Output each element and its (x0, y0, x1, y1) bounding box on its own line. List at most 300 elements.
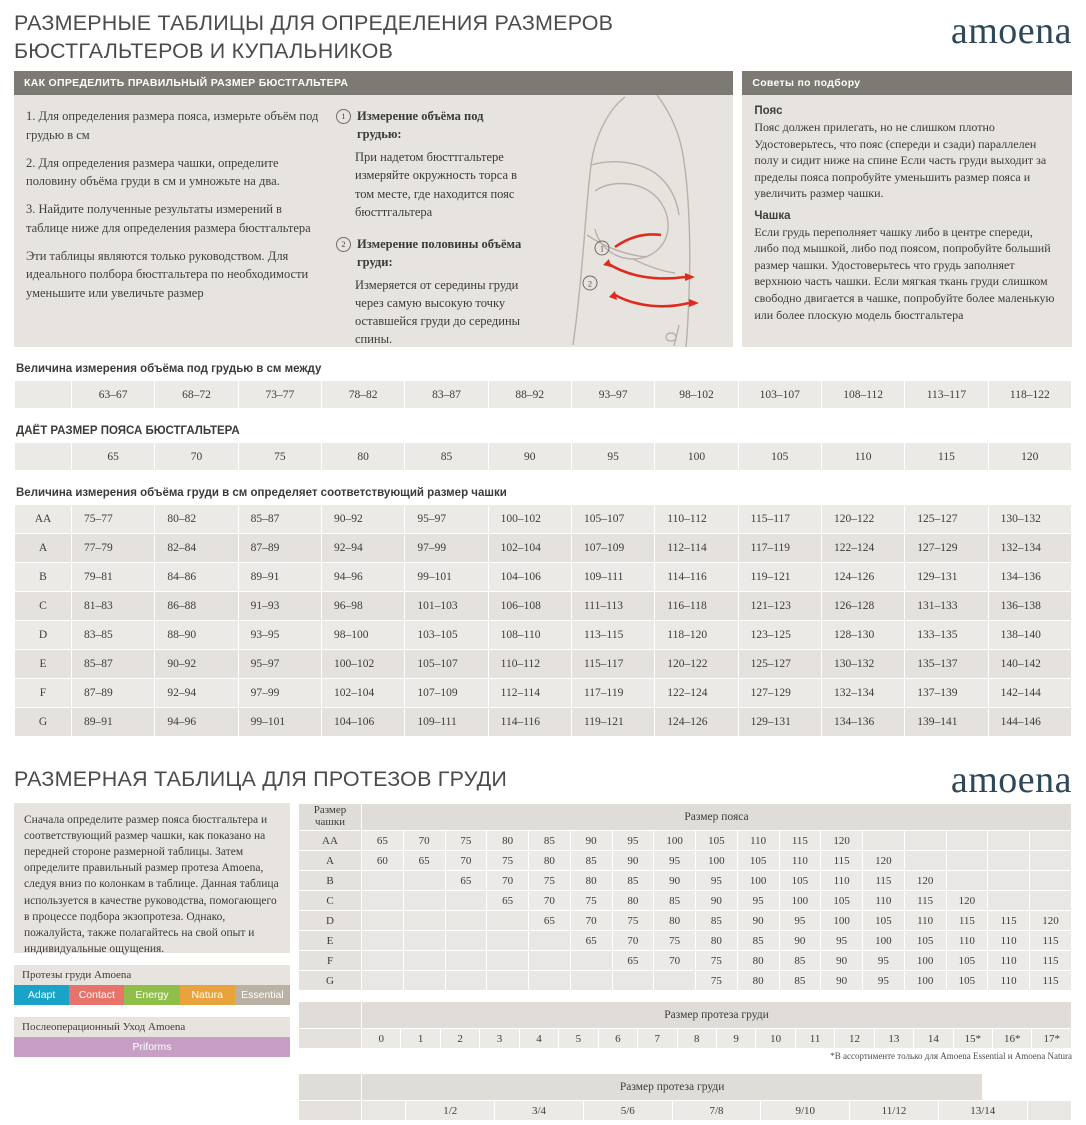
table-cell (946, 831, 988, 851)
table-cell: 85 (654, 891, 696, 911)
table-cell: 17* (1032, 1029, 1072, 1049)
table-cell: 110 (988, 971, 1030, 991)
cup-caption: Величина измерения объёма груди в см определяет соответствующий размер чашки (16, 487, 507, 500)
row-spacer (15, 443, 72, 471)
table-cell: 7 (638, 1029, 677, 1049)
table-cell: 131–133 (905, 592, 988, 621)
table-cell: 90 (821, 951, 863, 971)
table-cell: 95 (821, 931, 863, 951)
table-row (15, 534, 1072, 563)
table-cell: 118–122 (988, 381, 1071, 409)
table-cell: 97–99 (238, 679, 321, 708)
table-cell: 110 (737, 831, 779, 851)
step-3: 3. Найдите полученные результаты измерений в таблице ниже для определения размера бюстгальтера (26, 202, 311, 235)
legend-swatch: Adapt (14, 985, 69, 1005)
table-cell: 90 (779, 931, 821, 951)
table-cell: 70 (445, 851, 487, 871)
table-row (15, 563, 1072, 592)
table-row (299, 1002, 1072, 1029)
table-cell: 85 (529, 831, 571, 851)
table-cell: 96–98 (321, 592, 404, 621)
table-cell: 120 (988, 443, 1071, 471)
table-cell: 13 (874, 1029, 913, 1049)
cup-label: B (299, 871, 362, 891)
table-cell (403, 911, 445, 931)
table-cell: 132–134 (821, 679, 904, 708)
table-cell: 105–107 (571, 505, 654, 534)
table-cell: 117–119 (738, 534, 821, 563)
table-cell: 94–96 (321, 563, 404, 592)
table-cell: 116–118 (655, 592, 738, 621)
prosthesis-size-header: Размер протеза груди (362, 1002, 1072, 1029)
table-cell: 75 (445, 831, 487, 851)
legend-postop-title: Послеоперационный Уход Amoena (14, 1017, 290, 1037)
table-cell: 104–106 (488, 563, 571, 592)
table-cell: 138–140 (988, 621, 1071, 650)
table-cell: 91–93 (238, 592, 321, 621)
table-cell (362, 911, 404, 931)
table-row (299, 1074, 1072, 1101)
cup-size-table (14, 504, 1072, 737)
tip-2-title: Измерение половины объёма груди: (357, 236, 522, 269)
table-cell: 88–92 (488, 381, 571, 409)
table-cell: 120–122 (821, 505, 904, 534)
measure-tips (336, 107, 526, 363)
table-cell: 92–94 (321, 534, 404, 563)
table-row (299, 1101, 1072, 1121)
table-cell: 95 (863, 951, 905, 971)
table-cell: 85 (696, 911, 738, 931)
table-cell: 133–135 (905, 621, 988, 650)
legend-breastforms-swatches (14, 985, 290, 1005)
table-cell: 14 (914, 1029, 953, 1049)
table-cell: 2 (440, 1029, 479, 1049)
table-cell: 127–129 (905, 534, 988, 563)
step-2: 2. Для определения размера чашки, определите половину объёма груди в см и умножьте на два. (26, 155, 280, 189)
table-cell: 122–124 (821, 534, 904, 563)
cup-label: C (15, 592, 72, 621)
table-cell: 126–128 (821, 592, 904, 621)
table-cell: 104–106 (321, 708, 404, 737)
tip-1-title: Измерение объёма под грудью: (357, 109, 484, 142)
table-cell (988, 891, 1030, 911)
table-cell: 90 (570, 831, 612, 851)
table-cell: 11 (795, 1029, 834, 1049)
table-cell (1030, 831, 1072, 851)
table-cell: 95 (863, 971, 905, 991)
fitting-tips-panel (742, 71, 1072, 347)
table-cell: 77–79 (72, 534, 155, 563)
table-cell: 90 (696, 891, 738, 911)
table-cell: 107–109 (571, 534, 654, 563)
table-cell: 122–124 (655, 679, 738, 708)
table-cell: 100 (655, 443, 738, 471)
table-cell: 65 (445, 871, 487, 891)
table-cell: 110 (779, 851, 821, 871)
table-cell: 85 (737, 931, 779, 951)
legend-postop-swatches (14, 1037, 290, 1057)
table-cell (403, 891, 445, 911)
table-row (299, 911, 1072, 931)
tip-band-text: Пояс должен прилегать, но не слишком плотно Удостоверьтесь, что пояс (спереди и сзади) параллелен полу и сидит ниже на спине Если часть груди выходит за пределы пояса попробуйте уменьшить размер пояса и увеличить размер чашки. (754, 120, 1047, 201)
table-cell: 86–88 (155, 592, 238, 621)
table-cell: 85 (779, 951, 821, 971)
table-cell: 12 (835, 1029, 874, 1049)
brand-logo: amoena (950, 10, 1072, 52)
table-cell: 110 (988, 931, 1030, 951)
table-cell: 80 (529, 851, 571, 871)
table-cell: 65 (612, 951, 654, 971)
table-cell: 115–117 (571, 650, 654, 679)
table-cell: 105 (696, 831, 738, 851)
table-cell: 124–126 (655, 708, 738, 737)
table-cell: 95 (571, 443, 654, 471)
cup-label: D (15, 621, 72, 650)
how-to-measure-title: КАК ОПРЕДЕЛИТЬ ПРАВИЛЬНЫЙ РАЗМЕР БЮСТГАЛЬТЕРА (14, 71, 733, 95)
page-title: РАЗМЕРНЫЕ ТАБЛИЦЫ ДЛЯ ОПРЕДЕЛЕНИЯ РАЗМЕРОВ БЮСТГАЛЬТЕРОВ И КУПАЛЬНИКОВ (14, 11, 614, 63)
table-cell: 70 (529, 891, 571, 911)
table-cell: 128–130 (821, 621, 904, 650)
table-row (299, 931, 1072, 951)
table-cell (529, 971, 571, 991)
table-cell: 102–104 (488, 534, 571, 563)
table-cell: 80–82 (155, 505, 238, 534)
table-cell (487, 971, 529, 991)
prosthesis-size-table-2 (298, 1073, 1072, 1121)
cup-label: C (299, 891, 362, 911)
table-cell: 114–116 (655, 563, 738, 592)
table-cell: 112–114 (488, 679, 571, 708)
table-cell: 103–105 (405, 621, 488, 650)
table-cell: 88–90 (155, 621, 238, 650)
table-cell (445, 911, 487, 931)
table-cell: 84–86 (155, 563, 238, 592)
prosthesis-intro-col (14, 803, 290, 1057)
tip-2-title-row (336, 235, 526, 271)
table-cell: 65 (529, 911, 571, 931)
table-cell: 85–87 (238, 505, 321, 534)
table-cell: 98–100 (321, 621, 404, 650)
table-cell: 135–137 (905, 650, 988, 679)
table-cell (570, 971, 612, 991)
table-cell: 80 (696, 931, 738, 951)
cup-label: B (15, 563, 72, 592)
table-cell (904, 831, 946, 851)
tip-1-text: При надетом бюсттгальтере измеряйте окружность торса в том месте, где находится пояс бюсттгальтера (355, 150, 518, 219)
cup-size-header: Размер чашки (299, 804, 362, 831)
table-cell: 105 (737, 851, 779, 871)
table-cell: 113–117 (905, 381, 988, 409)
table-cell: 112–114 (655, 534, 738, 563)
table-row (299, 851, 1072, 871)
cup-label: G (15, 708, 72, 737)
table-cell (403, 871, 445, 891)
table-cell: 119–121 (738, 563, 821, 592)
table-row (299, 871, 1072, 891)
band-size-header: Размер пояса (362, 804, 1072, 831)
table-cell: 75 (696, 971, 738, 991)
table-cell: 70 (155, 443, 238, 471)
table-cell: 90 (821, 971, 863, 991)
table-row (299, 951, 1072, 971)
table-cell (403, 931, 445, 951)
table-cell: 79–81 (72, 563, 155, 592)
table-cell: 105 (738, 443, 821, 471)
table-cell: 125–127 (905, 505, 988, 534)
table-cell: 118–120 (655, 621, 738, 650)
prosthesis-body (0, 803, 1086, 1121)
tip-1-title-row (336, 107, 526, 143)
table-cell: 70 (403, 831, 445, 851)
table-cell: 75 (238, 443, 321, 471)
table-cell: 6 (598, 1029, 637, 1049)
table-cell: 113–115 (571, 621, 654, 650)
table-cell: 108–112 (821, 381, 904, 409)
table-cell: 124–126 (821, 563, 904, 592)
prosthesis-intro: Сначала определите размер пояса бюстгальтера и соответствующий размер чашки, как показано на передней стороне размерной таблицы. Затем определите правильный размер протеза Amoena, следуя вниз по колонкам в таблице. Данная таблица используется в качестве руководства, помогающего в процессе подбора экзопротеза. Однако, пожалуйста, также полагайтесь на свой опыт и индивидуальные ощущения. (14, 803, 290, 953)
table-cell: 4 (519, 1029, 558, 1049)
table-cell (946, 871, 988, 891)
table-cell: 70 (570, 911, 612, 931)
table-cell: 109–111 (405, 708, 488, 737)
table-cell (529, 951, 571, 971)
table-cell (904, 851, 946, 871)
table-cell: 134–136 (988, 563, 1071, 592)
table-cell: 115 (779, 831, 821, 851)
table-cell: 105 (779, 871, 821, 891)
table-cell: 105 (863, 911, 905, 931)
table-cell: 85 (612, 871, 654, 891)
table-cell: 100 (863, 931, 905, 951)
table-cell: 115–117 (738, 505, 821, 534)
table-cell: 95–97 (405, 505, 488, 534)
table-cell: 120 (821, 831, 863, 851)
info-band (0, 71, 1086, 347)
table-cell (445, 971, 487, 991)
table-cell: 75 (529, 871, 571, 891)
band-caption: ДАЁТ РАЗМЕР ПОЯСА БЮСТГАЛЬТЕРА (16, 425, 240, 438)
table-row (15, 708, 1072, 737)
table-cell (403, 971, 445, 991)
table-cell: 105 (946, 951, 988, 971)
table-cell: 83–85 (72, 621, 155, 650)
svg-text:1: 1 (600, 244, 605, 254)
table-cell (1030, 851, 1072, 871)
table-cell: 100 (654, 831, 696, 851)
how-to-measure-panel (14, 71, 733, 347)
table-cell: 83–87 (405, 381, 488, 409)
table-cell: 115 (988, 911, 1030, 931)
table-cell: 115 (1030, 951, 1072, 971)
table-cell: 95 (779, 911, 821, 931)
table-row (15, 505, 1072, 534)
table-cell: 97–99 (405, 534, 488, 563)
table-cell: 1 (401, 1029, 440, 1049)
table-cell: 139–141 (905, 708, 988, 737)
table-cell: 75 (654, 931, 696, 951)
table-cell: 100–102 (488, 505, 571, 534)
spacer-header (299, 1002, 362, 1029)
table-row (15, 443, 1072, 471)
legend-postop (14, 1017, 290, 1057)
table-cell: 95 (696, 871, 738, 891)
prosthesis-header (0, 737, 1086, 803)
spacer-header (299, 1074, 362, 1101)
table-cell: 78–82 (321, 381, 404, 409)
tip-2-text: Измеряется от середины груди через самую высокую точку оставшейся груди до середины спины. (355, 278, 521, 347)
tip-band-title: Пояс (754, 105, 783, 118)
legend-swatch: Priforms (14, 1037, 290, 1057)
table-cell (612, 971, 654, 991)
table-row (299, 1029, 1072, 1049)
table-row (15, 679, 1072, 708)
table-cell (1030, 871, 1072, 891)
table-cell: 65 (72, 443, 155, 471)
table-cell: 130–132 (988, 505, 1071, 534)
legend-swatch: Energy (124, 985, 179, 1005)
step-note: Эти таблицы являются только руководством. Для идеального полбора бюстгальтера по необходимости уменьшите или увеличьте размер (26, 248, 309, 301)
table-cell: 110 (988, 951, 1030, 971)
table-cell: 70 (487, 871, 529, 891)
table-cell: 99–101 (405, 563, 488, 592)
table-row (15, 592, 1072, 621)
table-cell: 129–131 (905, 563, 988, 592)
table-cell: 110 (946, 931, 988, 951)
table-cell: 85 (779, 971, 821, 991)
table-cell (1027, 1101, 1071, 1121)
table-row (299, 831, 1072, 851)
table-cell: 80 (570, 871, 612, 891)
table-cell: 134–136 (821, 708, 904, 737)
tip-cup-title: Чашка (754, 209, 791, 222)
table-cell: 101–103 (405, 592, 488, 621)
table-cell: 0 (362, 1029, 401, 1049)
table-cell: 60 (362, 851, 404, 871)
table-cell: 110–112 (655, 505, 738, 534)
table-cell: 80 (737, 951, 779, 971)
table-cell: 75 (487, 851, 529, 871)
cup-label: E (15, 650, 72, 679)
table-cell: 115 (946, 911, 988, 931)
table-cell: 105 (821, 891, 863, 911)
table-cell: 100 (779, 891, 821, 911)
table-cell (445, 931, 487, 951)
marker-2-icon: 2 (336, 237, 351, 252)
prosthesis-size-table (298, 1001, 1072, 1049)
table-cell: 90–92 (321, 505, 404, 534)
table-cell: 130–132 (821, 650, 904, 679)
table-cell: 108–110 (488, 621, 571, 650)
cup-label: F (15, 679, 72, 708)
table-cell (487, 931, 529, 951)
table-cell: 5/6 (583, 1101, 672, 1121)
legend-breastforms (14, 965, 290, 1005)
table-cell (946, 851, 988, 871)
table-cell: 65 (487, 891, 529, 911)
table-cell: 144–146 (988, 708, 1071, 737)
table-cell: 127–129 (738, 679, 821, 708)
table-cell: 5 (559, 1029, 598, 1049)
table-cell: 120–122 (655, 650, 738, 679)
table-cell: 119–121 (571, 708, 654, 737)
table-cell: 109–111 (571, 563, 654, 592)
measurement-illustration (529, 95, 729, 347)
table-cell: 110 (863, 891, 905, 911)
table-cell: 80 (654, 911, 696, 931)
underbust-caption: Величина измерения объёма под грудью в см между (16, 363, 322, 376)
cup-label: E (299, 931, 362, 951)
table-cell: 80 (612, 891, 654, 911)
band-cup-matrix-table (298, 803, 1072, 991)
table-cell: 120 (1030, 911, 1072, 931)
table-cell: 87–89 (238, 534, 321, 563)
table-cell: 9 (716, 1029, 755, 1049)
table-cell: 65 (403, 851, 445, 871)
table-cell: 114–116 (488, 708, 571, 737)
table-cell: 140–142 (988, 650, 1071, 679)
table-cell: 110 (821, 443, 904, 471)
table-cell: 115 (821, 851, 863, 871)
table-cell: 110 (904, 911, 946, 931)
table-cell: 121–123 (738, 592, 821, 621)
table-cell: 110–112 (488, 650, 571, 679)
prosthesis-tables-col (298, 803, 1072, 1121)
marker-1-icon: 1 (336, 109, 351, 124)
table-cell: 75 (612, 911, 654, 931)
table-cell (1030, 891, 1072, 911)
table-cell: 95–97 (238, 650, 321, 679)
table-cell: 106–108 (488, 592, 571, 621)
table-cell: 7/8 (672, 1101, 761, 1121)
band-table (14, 442, 1072, 471)
cup-label: G (299, 971, 362, 991)
table-cell (863, 831, 905, 851)
table-cell: 105 (946, 971, 988, 991)
table-cell: 81–83 (72, 592, 155, 621)
table-cell: 100 (821, 911, 863, 931)
table-cell: 65 (570, 931, 612, 951)
table-row (299, 804, 1072, 831)
table-cell: 129–131 (738, 708, 821, 737)
cup-label: D (299, 911, 362, 931)
table-cell: 80 (321, 443, 404, 471)
table-cell: 93–95 (238, 621, 321, 650)
table-cell (487, 911, 529, 931)
table-cell: 1/2 (406, 1101, 495, 1121)
table-cell: 102–104 (321, 679, 404, 708)
table-cell: 80 (487, 831, 529, 851)
table-cell: 95 (654, 851, 696, 871)
table-cell (362, 951, 404, 971)
table-cell: 132–134 (988, 534, 1071, 563)
table-cell: 70 (654, 951, 696, 971)
table-cell: 68–72 (155, 381, 238, 409)
table-cell: 115 (1030, 971, 1072, 991)
table-cell: 13/14 (938, 1101, 1027, 1121)
table-cell: 115 (1030, 931, 1072, 951)
table-cell: 100 (904, 951, 946, 971)
page-header (0, 0, 1086, 71)
cup-label: A (15, 534, 72, 563)
cup-label: AA (15, 505, 72, 534)
table-cell: 11/12 (850, 1101, 939, 1121)
table-cell (362, 931, 404, 951)
table-cell: 89–91 (238, 563, 321, 592)
table-row (15, 650, 1072, 679)
legend-breastforms-title: Протезы груди Amoena (14, 965, 290, 985)
table-cell: 82–84 (155, 534, 238, 563)
table-cell: 85–87 (72, 650, 155, 679)
